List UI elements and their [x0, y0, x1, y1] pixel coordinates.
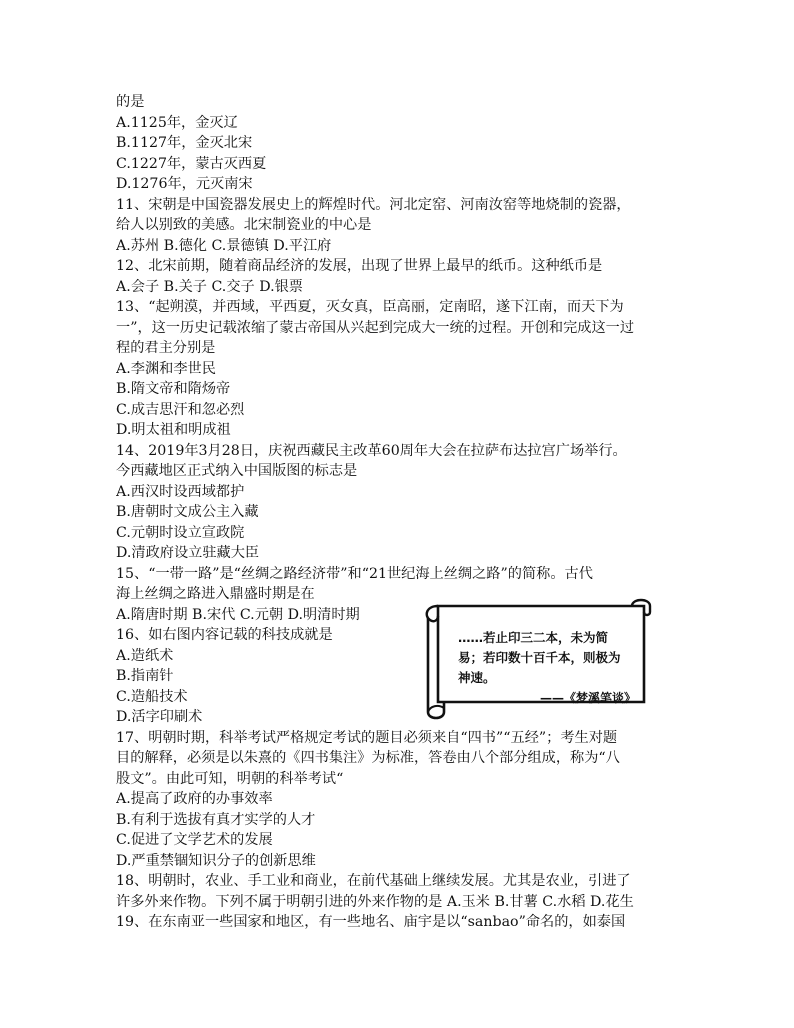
question-16: 16、如右图内容记载的科技成就是: [116, 627, 333, 643]
question-17: 17、明朝时期，科举考试严格规定考试的题目必须来自“四书”“五经”；考生对题: [116, 729, 618, 746]
option-line: D.严重禁锢知识分子的创新思维: [116, 852, 316, 869]
text-line: 的是: [116, 94, 145, 110]
text-line: 股文”。由此可知，明朝的科举考试“: [116, 770, 344, 787]
option-line: D.清政府设立驻藏大臣: [116, 545, 260, 561]
scroll-figure: [418, 598, 654, 720]
text-line: 海上丝绸之路进入鼎盛时期是在: [116, 586, 315, 602]
option-line: C.成吉思汗和忽必烈: [116, 401, 245, 418]
option-line: A.西汉时设西域都护: [116, 483, 245, 500]
question-19: 19、在东南亚一些国家和地区，有一些地名、庙宇是以“sanbao”命名的，如泰国: [116, 914, 626, 930]
option-line: A.隋唐时期 B.宋代 C.元朝 D.明清时期: [116, 606, 360, 623]
option-line: B.隋文帝和隋炀帝: [116, 381, 231, 397]
text-line: 目的解释，必须是以朱熹的《四书集注》为标准，答卷由八个部分组成，称为“八: [116, 750, 620, 766]
question-14: 14、2019年3月28日，庆祝西藏民主改革60周年大会在拉萨布达拉宫广场举行。: [116, 442, 627, 459]
option-line: D.1276年，元灭南宋: [116, 176, 253, 192]
option-line: D.活字印刷术: [116, 709, 203, 725]
option-line: A.1125年，金灭辽: [116, 114, 238, 131]
option-line: B.唐朝时文成公主入藏: [116, 504, 259, 520]
question-11: 11、宋朝是中国瓷器发展史上的辉煌时代。河北定窑、河南汝窑等地烧制的瓷器，: [116, 196, 631, 213]
option-line: C.造船技术: [116, 688, 188, 705]
question-12: 12、北宋前期，随着商品经济的发展，出现了世界上最早的纸币。这种纸币是: [116, 258, 603, 274]
quote-source: ——《梦溪笔谈》: [539, 691, 636, 705]
option-line: B.1127年，金灭北宋: [116, 135, 253, 151]
scroll-quote: [458, 628, 648, 708]
option-line: A.造纸术: [116, 647, 174, 664]
quote-line: 神速。: [458, 670, 496, 685]
option-line: C.促进了文学艺术的发展: [116, 832, 273, 848]
option-line: C.1227年，蒙古灭西夏: [116, 155, 267, 172]
option-line: D.明太祖和明成祖: [116, 422, 231, 438]
option-line: C.元朝时设立宣政院: [116, 524, 245, 541]
quote-line: 易；若印数十百千本，则极为: [458, 650, 621, 665]
text-line: 一”，这一历史记载浓缩了蒙古帝国从兴起到完成大一统的过程。开创和完成这一过: [116, 319, 635, 336]
option-line: B.指南针: [116, 668, 174, 684]
option-line: A.会子 B.关子 C.交子 D.银票: [116, 278, 303, 295]
option-line: A.李渊和李世民: [116, 360, 216, 377]
quote-line: ……若止印三二本，未为简: [458, 630, 609, 645]
text-line: 今西藏地区正式纳入中国版图的标志是: [116, 463, 358, 479]
text-line: 程的君主分别是: [116, 340, 216, 356]
question-15: 15、“一带一路”是“丝绸之路经济带”和“21世纪海上丝绸之路”的简称。古代: [116, 565, 593, 582]
text-line: 给人以别致的美感。北宋制瓷业的中心是: [116, 217, 372, 233]
question-18: 18、明朝时，农业、手工业和商业，在前代基础上继续发展。尤其是农业，引进了: [116, 873, 631, 889]
text-line: 许多外来作物。下列不属于明朝引进的外来作物的是 A.玉米 B.甘薯 C.水稻 D.花生: [116, 893, 634, 910]
option-line: B.有利于选拔有真才实学的人才: [116, 811, 316, 828]
option-line: A.苏州 B.德化 C.景德镇 D.平江府: [116, 237, 332, 254]
option-line: A.提高了政府的办事效率: [116, 791, 273, 807]
question-text: [116, 92, 682, 933]
question-13: 13、“起朔漠，并西域，平西夏，灭女真，臣高丽，定南昭，遂下江南，而天下为: [116, 299, 624, 315]
